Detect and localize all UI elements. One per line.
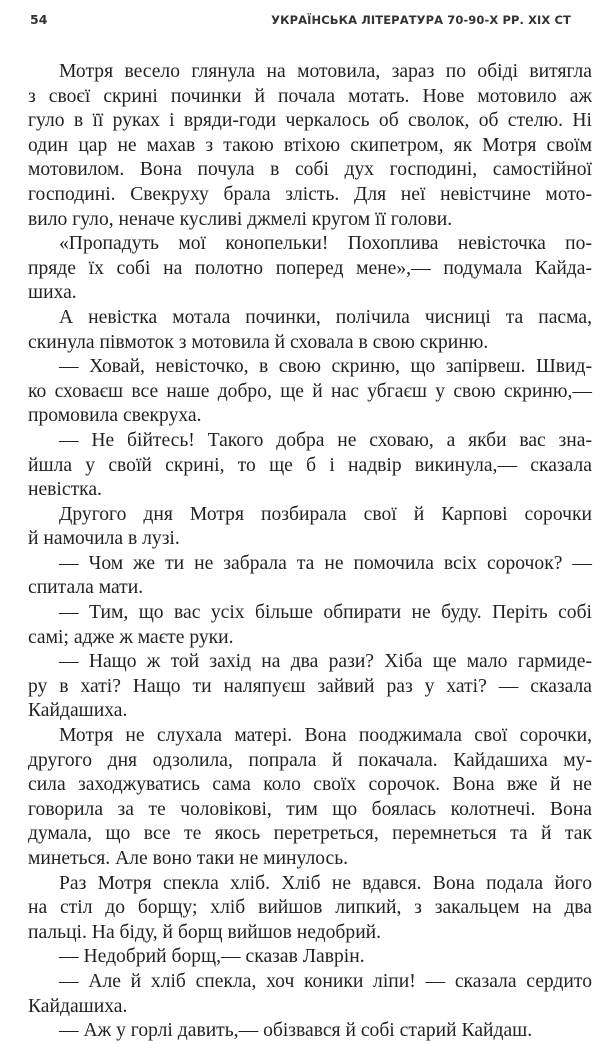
- text-line: — Аж у горлі давить,— обізвався й собі старий Кайдаш.: [59, 1020, 533, 1042]
- text-line: Раз Мотря спекла хліб. Хліб не вдався. Вона подала його: [59, 872, 592, 894]
- text-line: — Чом же ти не забрала та не помочила всіх сорочок? —: [59, 552, 592, 574]
- paragraph: [28, 601, 592, 650]
- text-line: Кайдашиха.: [28, 700, 128, 722]
- text-line: невістка.: [28, 479, 102, 501]
- paragraph: [28, 355, 592, 429]
- text-line: на стіл до борщу; хліб вийшов липкий, з закальцем на два: [28, 897, 592, 919]
- page-header: [30, 10, 571, 32]
- text-line: сила заходжуватись сама коло своїх сорочок. Вона вже й не: [28, 774, 592, 796]
- text-line: промовила свекруха.: [28, 405, 202, 427]
- text-line: А невістка мотала починки, полічила чисниці та пасма,: [59, 306, 592, 328]
- text-line: ко сховаєш все наше добро, ще й нас убгаєш у свою скриню,—: [28, 380, 592, 402]
- text-line: говорила за те чоловікові, тим що боялась колотнечі. Вона: [28, 798, 592, 820]
- paragraph: [28, 503, 592, 552]
- text-line: з своєї скрині починки й почала мотать. Нове мотовило аж: [28, 85, 592, 107]
- text-line: скинула півмоток з мотовила й сховала в свою скриню.: [28, 331, 489, 353]
- text-line: думала, що все те якось перетреться, перемнеться та й так: [28, 823, 592, 845]
- paragraph: [28, 306, 592, 355]
- text-line: — Тим, що вас усіх більше обпирати не буду. Періть собі: [59, 602, 592, 624]
- paragraph: [28, 1019, 592, 1044]
- text-line: шиха.: [28, 282, 77, 304]
- text-line: й намочила в лузі.: [28, 528, 180, 550]
- text-line: гуло в її руках і вряди-годи черкалось об сволок, об стелю. Ні: [28, 110, 592, 132]
- paragraph: [28, 429, 592, 503]
- paragraph: [28, 60, 592, 232]
- text-line: пряде їх собі на полотно поперед мене»,— подумала Кайда-: [28, 257, 592, 279]
- text-line: минеться. Але воно таки не минулось.: [28, 848, 349, 869]
- paragraph: [28, 724, 592, 872]
- text-line: ру в хаті? Нащо ти наляпуєш зайвий раз у хаті? — сказала: [28, 675, 592, 697]
- text-line: — Не бійтесь! Такого добра не сховаю, а якби вас зна-: [59, 429, 592, 451]
- paragraph: [28, 872, 592, 946]
- text-line: вило гуло, неначе кусливі джмелі кругом її голови.: [28, 208, 453, 230]
- page-number: 54: [30, 12, 48, 27]
- text-line: — Нащо ж той захід на два рази? Хіба ще мало гармиде-: [59, 651, 592, 673]
- paragraph: [28, 650, 592, 724]
- running-title: УКРАЇНСЬКА ЛІТЕРАТУРА 70-90-Х РР. XIX СТ: [271, 13, 571, 27]
- text-line: самі; адже ж маєте руки.: [28, 626, 234, 648]
- text-line: Мотря не слухала матері. Вона пооджимала свої сорочки,: [59, 725, 592, 747]
- text-line: йшла у своїй скрині, то ще б і надвір викинула,— сказала: [28, 454, 592, 476]
- text-line: — Ховай, невісточко, в свою скриню, що запірвеш. Швид-: [59, 356, 592, 378]
- text-line: — Але й хліб спекла, хоч коники ліпи! — сказала сердито: [59, 970, 592, 992]
- text-line: мотовилом. Вона почула в собі дух господині, самостійної: [28, 159, 592, 181]
- paragraph: [28, 945, 592, 970]
- text-line: Кайдашиха.: [28, 995, 128, 1017]
- paragraph: [28, 232, 592, 306]
- text-line: спитала мати.: [28, 577, 144, 599]
- paragraph: [28, 970, 592, 1019]
- body-text: [28, 60, 592, 1044]
- text-line: Мотря весело глянула на мотовила, зараз по обіді витягла: [59, 61, 592, 82]
- text-line: «Пропадуть мої конопельки! Похоплива невісточка по-: [59, 233, 592, 255]
- text-line: Другого дня Мотря позбирала свої й Карпові сорочки: [59, 503, 592, 525]
- paragraph: [28, 552, 592, 601]
- text-line: один цар не махав з такою втіхою скипетром, як Мотря своїм: [28, 134, 592, 156]
- text-line: — Недобрий борщ,— сказав Лаврін.: [59, 946, 365, 968]
- text-line: пальці. На біду, й борщ вийшов недобрий.: [28, 921, 382, 943]
- text-line: господині. Свекруху брала злість. Для неї невістчине мото-: [28, 183, 592, 205]
- text-line: другого дня одзолила, попрала й покачала. Кайдашиха му-: [28, 749, 592, 771]
